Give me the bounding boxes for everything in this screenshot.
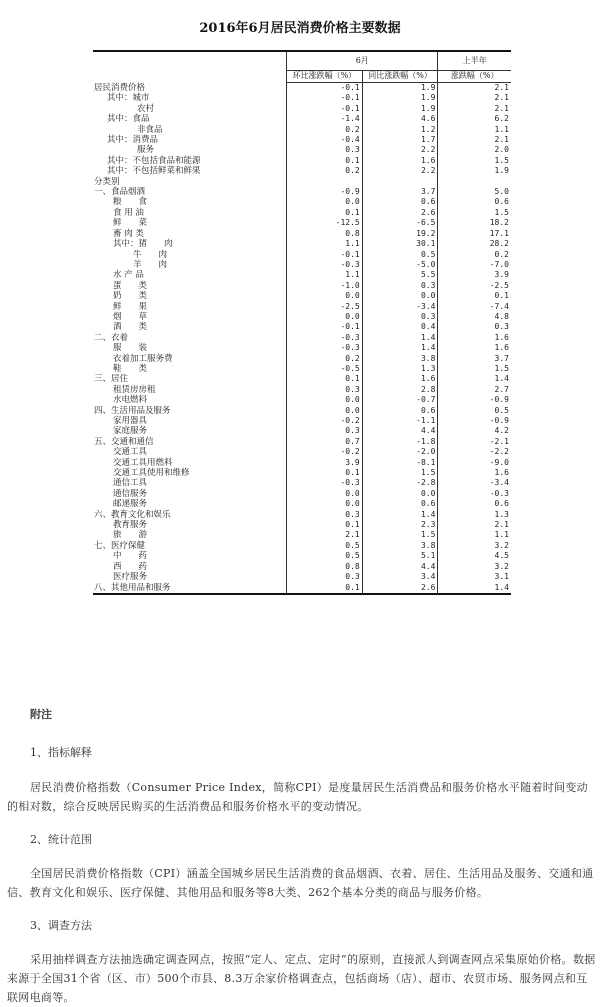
table-row bbox=[93, 302, 511, 312]
yoy-value: 3.8 bbox=[362, 354, 438, 364]
mom-value: -0.3 bbox=[287, 343, 363, 353]
yoy-value: 1.5 bbox=[362, 468, 438, 478]
mom-value: 0.0 bbox=[287, 489, 363, 499]
mom-value: -0.3 bbox=[287, 333, 363, 343]
row-label: 奶 类 bbox=[113, 291, 148, 302]
cpi-table bbox=[93, 50, 511, 595]
mom-value: -0.2 bbox=[287, 416, 363, 426]
row-label: 四、生活用品及服务 bbox=[94, 405, 171, 416]
section-2-text: 全国居民消费价格指数（CPI）涵盖全国城乡居民生活消费的食品烟酒、衣着、居住、生活用品及服务、交通和通信、教育文化和娱乐、医疗保健、其他用品和服务等8大类、262个基本分类的商品与服务价格。 bbox=[7, 867, 594, 899]
table-row bbox=[93, 426, 511, 436]
header-june: 6月 bbox=[287, 51, 438, 71]
yoy-value: 30.1 bbox=[362, 239, 438, 249]
half-year-value: 1.6 bbox=[438, 333, 511, 343]
mom-value: -1.4 bbox=[287, 114, 363, 124]
row-label: 服 装 bbox=[113, 343, 148, 354]
row-label: 家用器具 bbox=[113, 416, 148, 426]
mom-value: 0.3 bbox=[287, 385, 363, 395]
row-label: 其中：不包括食品和能源 bbox=[107, 155, 201, 166]
half-year-value: 0.3 bbox=[438, 322, 511, 332]
table-row bbox=[93, 239, 511, 249]
row-label: 通信服务 bbox=[113, 488, 148, 499]
table-row bbox=[93, 333, 511, 343]
half-year-value: 0.2 bbox=[438, 250, 511, 260]
half-year-value: 1.5 bbox=[438, 156, 511, 166]
yoy-value: 2.2 bbox=[362, 145, 438, 155]
table-row bbox=[93, 218, 511, 228]
table-row bbox=[93, 187, 511, 197]
row-label: 水电燃料 bbox=[113, 395, 148, 406]
row-label: 交通工具使用和维修 bbox=[113, 468, 190, 479]
mom-value: 0.1 bbox=[287, 520, 363, 530]
yoy-value: 0.0 bbox=[362, 489, 438, 499]
mom-value: 1.1 bbox=[287, 239, 363, 249]
half-year-value: -7.0 bbox=[438, 260, 511, 270]
mom-value: 0.1 bbox=[287, 468, 363, 478]
half-year-value: 1.1 bbox=[438, 125, 511, 135]
row-label: 西 药 bbox=[113, 561, 148, 572]
row-label: 一、食品烟酒 bbox=[94, 187, 146, 198]
row-label: 服务 bbox=[137, 145, 155, 156]
row-label: 非食品 bbox=[137, 124, 163, 135]
half-year-value: -2.5 bbox=[438, 281, 511, 291]
row-label: 衣着加工服务费 bbox=[113, 353, 173, 364]
mom-value: 0.1 bbox=[287, 583, 363, 594]
yoy-value: 0.0 bbox=[362, 291, 438, 301]
row-label: 蛋 类 bbox=[113, 280, 148, 291]
row-label: 水 产 品 bbox=[113, 270, 144, 281]
half-year-value: 3.7 bbox=[438, 354, 511, 364]
mom-value: -0.1 bbox=[287, 322, 363, 332]
section-2-title: 2、统计范围 bbox=[30, 833, 92, 846]
yoy-value: 5.5 bbox=[362, 270, 438, 280]
yoy-value: 0.5 bbox=[362, 250, 438, 260]
yoy-value: 5.1 bbox=[362, 551, 438, 561]
notes-heading: 附注 bbox=[30, 708, 52, 721]
half-year-value: -3.4 bbox=[438, 478, 511, 488]
yoy-value: 2.6 bbox=[362, 583, 438, 594]
page-title: 2016年6月居民消费价格主要数据 bbox=[199, 21, 401, 36]
row-label: 烟 草 bbox=[113, 311, 148, 322]
half-year-value: 1.3 bbox=[438, 510, 511, 520]
row-label: 七、医疗保健 bbox=[94, 540, 146, 551]
half-year-value: -7.4 bbox=[438, 302, 511, 312]
table-row bbox=[93, 166, 511, 176]
row-label: 三、居住 bbox=[94, 374, 129, 385]
yoy-value: 1.9 bbox=[362, 104, 438, 114]
mom-value: -0.5 bbox=[287, 364, 363, 374]
table-row bbox=[93, 374, 511, 384]
row-label: 羊 肉 bbox=[133, 259, 168, 270]
half-year-value: 1.5 bbox=[438, 208, 511, 218]
yoy-value: 1.6 bbox=[362, 156, 438, 166]
row-label: 教育服务 bbox=[113, 520, 148, 531]
mom-value: -0.3 bbox=[287, 260, 363, 270]
row-label: 分类别 bbox=[94, 176, 120, 187]
row-label: 其中：消费品 bbox=[107, 135, 159, 146]
half-year-value: 3.2 bbox=[438, 562, 511, 572]
yoy-value: 1.9 bbox=[362, 83, 438, 94]
yoy-value: 2.6 bbox=[362, 208, 438, 218]
table-row bbox=[93, 551, 511, 561]
mom-value: 3.9 bbox=[287, 458, 363, 468]
mom-value: -1.0 bbox=[287, 281, 363, 291]
half-year-value: 6.2 bbox=[438, 114, 511, 124]
yoy-value: 0.3 bbox=[362, 281, 438, 291]
table-row bbox=[93, 145, 511, 155]
half-year-value: 5.0 bbox=[438, 187, 511, 197]
yoy-value: -2.8 bbox=[362, 478, 438, 488]
yoy-value: 0.6 bbox=[362, 197, 438, 207]
mom-value: 0.1 bbox=[287, 156, 363, 166]
table-row bbox=[93, 385, 511, 395]
half-year-value: 0.1 bbox=[438, 291, 511, 301]
table-row bbox=[93, 281, 511, 291]
half-year-value: 4.2 bbox=[438, 426, 511, 436]
header-yoy: 同比涨跌幅（%） bbox=[362, 71, 438, 83]
half-year-value: 1.9 bbox=[438, 166, 511, 176]
row-label: 鲜 果 bbox=[113, 301, 148, 312]
header-half-change: 涨跌幅（%） bbox=[438, 71, 511, 83]
row-label: 五、交通和通信 bbox=[94, 436, 154, 447]
half-year-value: 0.5 bbox=[438, 406, 511, 416]
yoy-value: 2.3 bbox=[362, 520, 438, 530]
mom-value: 0.1 bbox=[287, 208, 363, 218]
half-year-value: 0.6 bbox=[438, 197, 511, 207]
table-row bbox=[93, 364, 511, 374]
table-row bbox=[93, 197, 511, 207]
mom-value: 0.2 bbox=[287, 354, 363, 364]
mom-value: 0.2 bbox=[287, 125, 363, 135]
table-row bbox=[93, 562, 511, 572]
yoy-value: 1.4 bbox=[362, 510, 438, 520]
half-year-value: 1.4 bbox=[438, 374, 511, 384]
half-year-value: 1.1 bbox=[438, 530, 511, 540]
yoy-value: 4.6 bbox=[362, 114, 438, 124]
table-row bbox=[93, 395, 511, 405]
table-row bbox=[93, 416, 511, 426]
section-3-text: 采用抽样调查方法抽选确定调查网点，按照“定人、定点、定时”的原则，直接派人到调查网点采集原始价格。数据来源于全国31个省（区、市）500个市县、8.3万余家价格调查点，包括商场（店）、超市、农贸市场、服务网点和互联网电商等。 bbox=[7, 953, 596, 1004]
table-row bbox=[93, 93, 511, 103]
half-year-value bbox=[438, 177, 511, 187]
row-label: 其中：猪 肉 bbox=[113, 239, 173, 250]
mom-value: -0.9 bbox=[287, 187, 363, 197]
row-label: 农村 bbox=[137, 103, 155, 114]
row-label: 交通工具 bbox=[113, 447, 148, 458]
yoy-value: 0.3 bbox=[362, 312, 438, 322]
mom-value: 0.0 bbox=[287, 499, 363, 509]
yoy-value: 1.4 bbox=[362, 333, 438, 343]
half-year-value: 2.1 bbox=[438, 104, 511, 114]
half-year-value: 17.1 bbox=[438, 229, 511, 239]
mom-value: 0.3 bbox=[287, 426, 363, 436]
table-row bbox=[93, 291, 511, 301]
mom-value: 0.3 bbox=[287, 572, 363, 582]
header-half-year: 上半年 bbox=[438, 51, 511, 71]
mom-value: 0.7 bbox=[287, 437, 363, 447]
row-label: 交通工具用燃料 bbox=[113, 457, 173, 468]
half-year-value: 3.1 bbox=[438, 572, 511, 582]
yoy-value: -0.7 bbox=[362, 395, 438, 405]
row-label: 通信工具 bbox=[113, 478, 148, 489]
mom-value: -0.1 bbox=[287, 104, 363, 114]
row-label: 畜 肉 类 bbox=[113, 228, 144, 239]
table-row bbox=[93, 499, 511, 509]
table-row bbox=[93, 229, 511, 239]
yoy-value: 2.2 bbox=[362, 166, 438, 176]
mom-value: -0.1 bbox=[287, 93, 363, 103]
table-row bbox=[93, 458, 511, 468]
half-year-value: 28.2 bbox=[438, 239, 511, 249]
table-row bbox=[93, 530, 511, 540]
section-1-title: 1、指标解释 bbox=[30, 746, 92, 759]
half-year-value: 1.6 bbox=[438, 343, 511, 353]
mom-value: 0.0 bbox=[287, 312, 363, 322]
mom-value: -0.1 bbox=[287, 250, 363, 260]
half-year-value: 2.7 bbox=[438, 385, 511, 395]
mom-value: 0.2 bbox=[287, 166, 363, 176]
yoy-value: 1.4 bbox=[362, 343, 438, 353]
row-label: 粮 食 bbox=[113, 197, 148, 208]
row-label: 医疗服务 bbox=[113, 572, 148, 583]
table-row bbox=[93, 83, 511, 94]
half-year-value: 2.1 bbox=[438, 93, 511, 103]
row-label: 居民消费价格 bbox=[94, 82, 146, 93]
half-year-value: -0.9 bbox=[438, 395, 511, 405]
mom-value: 0.8 bbox=[287, 229, 363, 239]
row-label: 鲜 菜 bbox=[113, 218, 148, 229]
mom-value: 0.8 bbox=[287, 562, 363, 572]
row-label: 邮递服务 bbox=[113, 499, 148, 510]
header-mom: 环比涨跌幅（%） bbox=[287, 71, 363, 83]
row-label: 家庭服务 bbox=[113, 426, 148, 437]
yoy-value: 1.2 bbox=[362, 125, 438, 135]
mom-value: -0.2 bbox=[287, 447, 363, 457]
yoy-value: -3.4 bbox=[362, 302, 438, 312]
yoy-value: 1.3 bbox=[362, 364, 438, 374]
table-row bbox=[93, 177, 511, 187]
table-row bbox=[93, 250, 511, 260]
half-year-value: -2.1 bbox=[438, 437, 511, 447]
yoy-value: 2.8 bbox=[362, 385, 438, 395]
yoy-value: 4.4 bbox=[362, 426, 438, 436]
row-label: 食 用 油 bbox=[113, 207, 144, 218]
table-row bbox=[93, 354, 511, 364]
mom-value: 0.0 bbox=[287, 395, 363, 405]
yoy-value: 1.6 bbox=[362, 374, 438, 384]
mom-value: 1.1 bbox=[287, 270, 363, 280]
section-1-text: 居民消费价格指数（Consumer Price Index，简称CPI）是度量居民生活消费品和服务价格水平随着时间变动的相对数，综合反映居民购买的生活消费品和服务价格水平的变动情况。 bbox=[7, 781, 588, 813]
mom-value: -0.1 bbox=[287, 83, 363, 94]
table-row bbox=[93, 447, 511, 457]
yoy-value: 1.5 bbox=[362, 530, 438, 540]
table-row bbox=[93, 343, 511, 353]
yoy-value: -2.0 bbox=[362, 447, 438, 457]
yoy-value: 3.7 bbox=[362, 187, 438, 197]
yoy-value: 4.4 bbox=[362, 562, 438, 572]
table-row bbox=[93, 437, 511, 447]
table-row bbox=[93, 125, 511, 135]
row-label: 二、衣着 bbox=[94, 332, 129, 343]
row-label: 酒 类 bbox=[113, 322, 148, 333]
mom-value: 0.5 bbox=[287, 541, 363, 551]
half-year-value: 2.1 bbox=[438, 135, 511, 145]
half-year-value: 2.0 bbox=[438, 145, 511, 155]
row-label: 六、教育文化和娱乐 bbox=[94, 509, 171, 520]
half-year-value: 3.2 bbox=[438, 541, 511, 551]
table-row bbox=[93, 104, 511, 114]
header-blank bbox=[93, 51, 287, 83]
mom-value: -0.4 bbox=[287, 135, 363, 145]
yoy-value bbox=[362, 177, 438, 187]
row-label: 其中：城市 bbox=[107, 93, 150, 104]
yoy-value: 0.4 bbox=[362, 322, 438, 332]
table-row bbox=[93, 208, 511, 218]
yoy-value: -1.1 bbox=[362, 416, 438, 426]
table-row bbox=[93, 260, 511, 270]
mom-value bbox=[287, 177, 363, 187]
table-row bbox=[93, 572, 511, 582]
half-year-value: 1.4 bbox=[438, 583, 511, 594]
mom-value: 0.3 bbox=[287, 510, 363, 520]
mom-value: 0.0 bbox=[287, 291, 363, 301]
half-year-value: 2.1 bbox=[438, 520, 511, 530]
mom-value: 0.5 bbox=[287, 551, 363, 561]
half-year-value: 4.5 bbox=[438, 551, 511, 561]
table-row bbox=[93, 541, 511, 551]
table-row bbox=[93, 510, 511, 520]
section-3-title: 3、调查方法 bbox=[30, 919, 92, 932]
table-row bbox=[93, 270, 511, 280]
half-year-value: -2.2 bbox=[438, 447, 511, 457]
table-row bbox=[93, 489, 511, 499]
row-label: 其中：食品 bbox=[107, 114, 150, 125]
table-row bbox=[93, 114, 511, 124]
half-year-value: 3.9 bbox=[438, 270, 511, 280]
row-label: 牛 肉 bbox=[133, 249, 168, 260]
mom-value: -0.3 bbox=[287, 478, 363, 488]
table-row bbox=[93, 478, 511, 488]
table-row bbox=[93, 312, 511, 322]
yoy-value: 3.8 bbox=[362, 541, 438, 551]
yoy-value: 0.6 bbox=[362, 406, 438, 416]
mom-value: 0.1 bbox=[287, 374, 363, 384]
yoy-value: 1.7 bbox=[362, 135, 438, 145]
table-row bbox=[93, 135, 511, 145]
yoy-value: 1.9 bbox=[362, 93, 438, 103]
half-year-value: -9.0 bbox=[438, 458, 511, 468]
table-row bbox=[93, 406, 511, 416]
row-label: 中 药 bbox=[113, 551, 148, 562]
mom-value: 0.0 bbox=[287, 406, 363, 416]
yoy-value: -8.1 bbox=[362, 458, 438, 468]
table-row bbox=[93, 156, 511, 166]
half-year-value: 1.5 bbox=[438, 364, 511, 374]
mom-value: -2.5 bbox=[287, 302, 363, 312]
half-year-value: 1.6 bbox=[438, 468, 511, 478]
half-year-value: 0.6 bbox=[438, 499, 511, 509]
mom-value: 0.3 bbox=[287, 145, 363, 155]
half-year-value: -0.3 bbox=[438, 489, 511, 499]
table-row bbox=[93, 322, 511, 332]
half-year-value: -0.9 bbox=[438, 416, 511, 426]
row-label: 八、其他用品和服务 bbox=[93, 583, 287, 594]
half-year-value: 2.1 bbox=[438, 83, 511, 94]
row-label: 鞋 类 bbox=[113, 363, 148, 374]
yoy-value: 19.2 bbox=[362, 229, 438, 239]
mom-value: -12.5 bbox=[287, 218, 363, 228]
half-year-value: 4.8 bbox=[438, 312, 511, 322]
row-label: 租赁房房租 bbox=[113, 384, 156, 395]
yoy-value: 0.6 bbox=[362, 499, 438, 509]
mom-value: 2.1 bbox=[287, 530, 363, 540]
yoy-value: -6.5 bbox=[362, 218, 438, 228]
table-row bbox=[93, 520, 511, 530]
yoy-value: 3.4 bbox=[362, 572, 438, 582]
table-row bbox=[93, 468, 511, 478]
table-row bbox=[93, 583, 511, 594]
row-label: 旅 游 bbox=[113, 530, 148, 541]
mom-value: 0.0 bbox=[287, 197, 363, 207]
row-label: 其中：不包括鲜菜和鲜果 bbox=[107, 166, 201, 177]
yoy-value: -5.0 bbox=[362, 260, 438, 270]
yoy-value: -1.8 bbox=[362, 437, 438, 447]
half-year-value: 18.2 bbox=[438, 218, 511, 228]
